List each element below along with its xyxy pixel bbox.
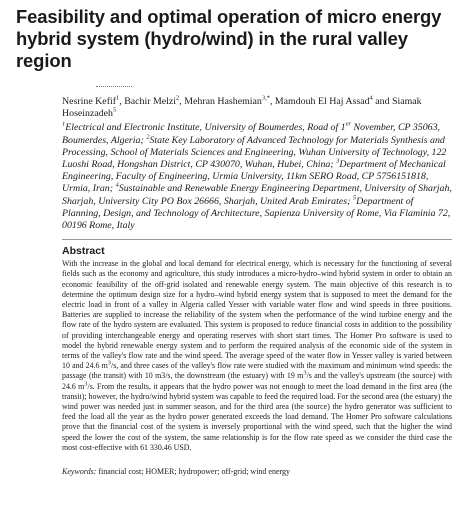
- author-connector: and: [375, 96, 390, 107]
- affil-sup: 5: [352, 194, 357, 202]
- title-divider: [96, 86, 132, 87]
- paper-title: Feasibility and optimal operation of micro energy hybrid system (hydro/wind) in the rural valley region: [16, 6, 442, 71]
- affil-inner-sup: er: [345, 121, 352, 129]
- affiliation-3: Department of Mechanical Engineering, Faculty of Engineering, Urmia University, 11km SERO Road, CP 5756151818, Urmia, Iran;: [62, 159, 446, 195]
- abstract-part: /s. From the results, it appears that the hydro power was not enough to meet the load demand in the first area (the transit); however, the hydro/wind hybrid system was capable to feed the required load. For the second area (the estuary) the wind power was needed just in summer season, and for the third area (the source) the hydro generator was sufficient to feed the load all the year as the hydro power generated exceeds the load demand. The Homer Pro software calculations prove that the financial cost of the system is inversely proportional with the wind speed, such that the higher the wind speed the lower the cost of the system, the same relationship is for the flow rate speed as we consider the third case the most cost-effective with 61 330.46 USD.: [62, 381, 452, 452]
- affil-sup: 2: [146, 133, 150, 141]
- author-name: Bachir Melzi: [124, 96, 177, 107]
- unit-sup: 3: [303, 369, 307, 377]
- affil-sup: 3: [336, 157, 340, 165]
- unit-sup: 3: [84, 380, 88, 388]
- affiliation-1: Electrical and Electronic Institute, University of Boumerdes, Road of 1: [65, 122, 346, 134]
- keywords-list: financial cost; HOMER; hydropower; off-grid; wind energy: [98, 467, 291, 477]
- affil-sup: 1: [62, 121, 66, 129]
- author-name: Mehran Hashemian: [184, 96, 262, 107]
- section-divider: [62, 239, 452, 240]
- author-sup: 2: [176, 94, 180, 102]
- author-sup: 4: [369, 94, 373, 102]
- affiliation-2: State Key Laboratory of Advanced Technology for Materials Synthesis and Processing, School of Materials Sciences and Engineering, Wuhan University of Technology, 122 Luoshi Road, Hongshan District, CP 430070, Wuhan, Hubei, China;: [62, 134, 447, 171]
- affil-sup: 4: [115, 182, 119, 190]
- author-sup: 5: [113, 106, 117, 114]
- affiliations: [62, 122, 452, 232]
- author-name: Siamak Hoseinzadeh: [62, 96, 422, 120]
- affiliation-4: Sustainable and Renewable Energy Engineering Department, University of Sharjah, Sharjah, University City PO Box 26666, Sharjah, United Arab Emirates;: [62, 183, 452, 207]
- abstract-heading: Abstract: [62, 245, 105, 258]
- affiliation-1-cont: November, CP 35063, Boumerdes, Algeria;: [62, 122, 441, 146]
- author-sup: 3,*: [261, 94, 270, 102]
- author-name: Nesrine Kefif: [62, 96, 117, 107]
- author-sup: 1: [116, 94, 120, 102]
- abstract-text: [62, 259, 452, 453]
- unit-sup: 3: [107, 359, 112, 367]
- abstract-part: /s and the valley's upstream (the source) with 24.6 m: [62, 371, 452, 391]
- author-list: Nesrine Kefif$^1$, Bachir Melzi$^2$, Mehran Hashemian$^{3,*}$, Mamdouh El Haj Assad$^4$ and Siamak Hoseinzadeh$^5$: [62, 94, 422, 120]
- abstract-part: /s, and three cases of the valley's flow rate were studied with the maximum and minimum wind speeds: the passage (the transit) with 10 m3/s, the downstream (the estuary) with 19 m: [62, 361, 452, 381]
- abstract-part: With the increase in the global and local demand for electrical energy, which is necessary for the functioning of several fields such as the economy and agriculture, this study introduces a micro-hydro–wind hybrid system in order to obtain an economic feasibility of the off-grid isolated and renewable energy system. The main objective of this research is to determine the optimum design size for a hydro–wind hybrid energy system that is supposed to meet the demand for the electric load in front of a valley in Algeria called Yesser with variable water flow and wind speeds in three positions. Batteries are supplied to increase the reliability of the system when the performance of the wind turbine energy and the flow rate of the hydro system are evaluated. This system is proposed to reduce financial costs in addition to the possibility of providing interchangeable energy and operating reserves with short start times. The Homer Pro software is used to model the hybrid renewable energy system and to perform the required analysis of the economic side of the system in terms of the valley's flow rate and the wind speed. The average speed of the water flow in Yesser valley is varied between 10 and 24.6 m: [62, 259, 452, 371]
- keywords-label: Keywords:: [62, 467, 97, 477]
- affiliation-5: Department of Planning, Design, and Technology of Architecture, Sapienza University of Rome, Via Flaminia 72, 00196 Rome, Italy: [62, 195, 451, 232]
- author-name: Mamdouh El Haj Assad: [274, 96, 370, 107]
- keywords-row: [62, 467, 452, 476]
- authors-block: [62, 96, 452, 232]
